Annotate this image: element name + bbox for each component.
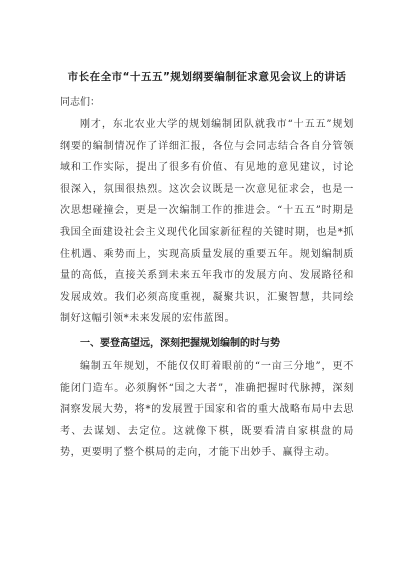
section-paragraph: 编制五年规划，不能仅仅盯着眼前的“一亩三分地”，更不能闭门造车。必须胸怀“国之大者”，准确把握时代脉搏，深刻洞察发展大势，将*的发展置于国家和省的重大战略布局中去思考、去谋划、去定位。这就像下棋，既要看清自家棋盘的局势，更要明了整个棋局的走向，才能下出妙手、赢得主动。 [60, 360, 354, 459]
document-title: 市长在全市“十五五”规划纲要编制征求意见会议上的讲话 [67, 71, 347, 83]
body-paragraph: 刚才，东北农业大学的规划编制团队就我市“十五五”规划纲要的编制情况作了详细汇报，各位与会同志结合各自分管领域和工作实际，提出了很多有价值、有见地的意见建议，讨论很深入，氛围很热烈。这次会议既是一次意见征求会，也是一次思想碰撞会，更是一次编制工作的推进会。“十五五”时期是我国全面建设社会主义现代化国家新征程的关键时期，也是*抓住机遇、乘势而上，实现高质量发展的重要五年。规划编制质量的高低，直接关系到未来五年我市的发展方向、发展路径和发展成效。我们必须高度重视，凝聚共识，汇聚智慧，共同绘制好这幅引领*未来发展的宏伟蓝图。 [60, 119, 354, 325]
salutation: 同志们： [60, 97, 100, 108]
section-heading: 一、要登高望远，深刻把握规划编制的时与势 [80, 337, 280, 349]
